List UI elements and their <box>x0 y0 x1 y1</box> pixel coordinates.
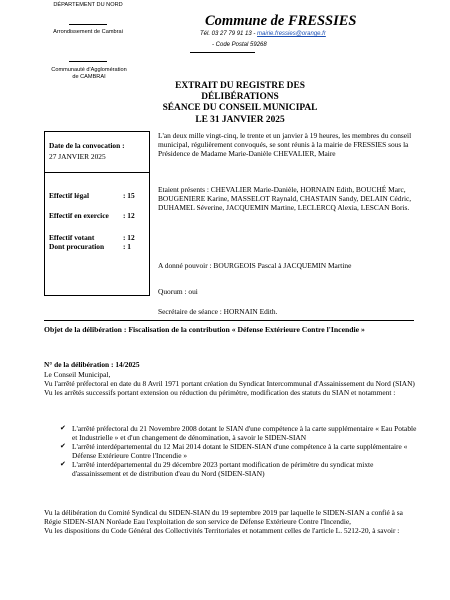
communaute-label: Communauté d'Agglomération de CAMBRAI <box>51 67 127 80</box>
arretes-list <box>60 424 420 478</box>
infobox-separator <box>45 172 149 173</box>
title-date: LE 31 JANVIER 2025 <box>195 114 285 125</box>
commune-title: Commune de FRESSIES <box>205 13 357 29</box>
effectif-legal-label: Effectif légal <box>49 191 90 200</box>
department-rule <box>38 21 138 25</box>
effectif-votant-label: Effectif votant <box>49 233 95 242</box>
effectif-legal-value: : 15 <box>123 191 135 200</box>
arrondissement-label: Arrondissement de Cambrai <box>53 29 123 35</box>
effectif-exercice-label: Effectif en exercice <box>49 211 109 220</box>
considerations-block <box>44 370 420 397</box>
department-label: DÉPARTEMENT DU NORD <box>53 2 123 8</box>
vu-arretes-successifs: Vu les arrêtés successifs portant extension ou réduction du périmètre, modification des statuts du SIAN et notamment : <box>44 388 396 397</box>
quorum: Quorum : oui <box>158 287 198 296</box>
procuration-label: Dont procuration <box>49 242 105 251</box>
vu-deliberation-comite: Vu la délibération du Comité Syndical du SIDEN-SIAN du 19 septembre 2019 par laquelle le SIDEN-SIAN a confié à sa Régie SIDEN-SIAN Noréade Eau l'exploitation de son service de Défense Extérieure Contre l'Incendie, <box>44 508 403 526</box>
list-item: ✔ L'arrêté préfectoral du 21 Novembre 2008 dotant le SIAN d'une compétence à la carte supplémentaire « Eau Potable et Industrielle » et d'un changement de dénomination, à savoir le SIDEN-SIAN <box>60 424 417 442</box>
vu-dispositions-cgct: Vu les dispositions du Code Général des Collectivités Territoriales et notamment celles de l'article L. 5212-20, à savoir : <box>44 526 400 535</box>
conseil-line: Le Conseil Municipal, <box>44 370 111 379</box>
proxy-given: A donné pouvoir : BOURGEOIS Pascal à JACQUEMIN Martine <box>158 261 352 270</box>
effectif-votant-value: : 12 <box>123 233 135 242</box>
members-present: Etaient présents : CHEVALIER Marie-Danièle, HORNAIN Edith, BOUCHÉ Marc, BOUGENIERE Karine, MASSELOT Raynald, CHASTAIN Sandy, DELAIN Cédric, DUHAMEL Séverine, JACQUEMIN Martine, LECLERCQ Alexia, LESCAN Boris. <box>158 185 412 213</box>
objet-divider <box>44 320 414 321</box>
vu-arrete-1971: Vu l'arrêté préfectoral en date du 8 Avril 1971 portant création du Syndicat Intercommunal d'Assainissement du Nord (SIAN) <box>44 379 415 388</box>
additional-considerations <box>44 508 420 535</box>
document-titles <box>150 81 330 126</box>
title-registre: EXTRAIT DU REGISTRE DES DÉLIBÉRATIONS <box>175 81 305 103</box>
procuration-value: : 1 <box>123 242 132 251</box>
checkmark-icon: ✔ <box>60 460 66 468</box>
arrondissement-rule <box>38 58 138 62</box>
list-item: ✔ L'arrêté interdépartemental du 12 Mai 2014 dotant le SIDEN-SIAN d'une compétence à la carte supplémentaire « Défense Extérieure Contre l'Incendie » <box>60 442 408 460</box>
email-link[interactable]: mairie.fressies@orange.fr <box>257 31 326 37</box>
convocation-value: 27 JANVIER 2025 <box>49 152 106 161</box>
session-intro: L'an deux mille vingt-cinq, le trente et un janvier à 19 heures, les membres du conseil municipal, régulièrement convoqués, se sont réunis à la mairie de FRESSIES sous la Présidence de Madame Marie-Danièle CHEVALIER, Maire <box>158 131 412 159</box>
deliberation-number: N° de la délibération : 14/2025 <box>44 360 140 369</box>
list-item: ✔ L'arrêté interdépartemental du 29 décembre 2023 portant modification de périmètre du syndicat mixte d'assainissement et de distribution d'eau du Nord (SIDEN-SIAN) <box>60 460 374 478</box>
contact-line <box>200 31 326 37</box>
session-secretary: Secrétaire de séance : HORNAIN Edith. <box>158 307 278 316</box>
checkmark-icon: ✔ <box>60 424 66 432</box>
title-seance: SÉANCE DU CONSEIL MUNICIPAL <box>162 103 318 114</box>
postal-code: - Code Postal 59268 <box>212 42 267 48</box>
header-divider <box>190 52 255 53</box>
telephone: Tél. 03 27 79 91 13 - <box>200 31 256 37</box>
deliberation-subject: Objet de la délibération : Fiscalisation de la contribution « Défense Extérieure Contre l'Incendie » <box>44 325 365 334</box>
checkmark-icon: ✔ <box>60 442 66 450</box>
convocation-label: Date de la convocation : <box>49 141 125 150</box>
session-info-box <box>44 131 150 296</box>
effectif-exercice-value: : 12 <box>123 211 135 220</box>
